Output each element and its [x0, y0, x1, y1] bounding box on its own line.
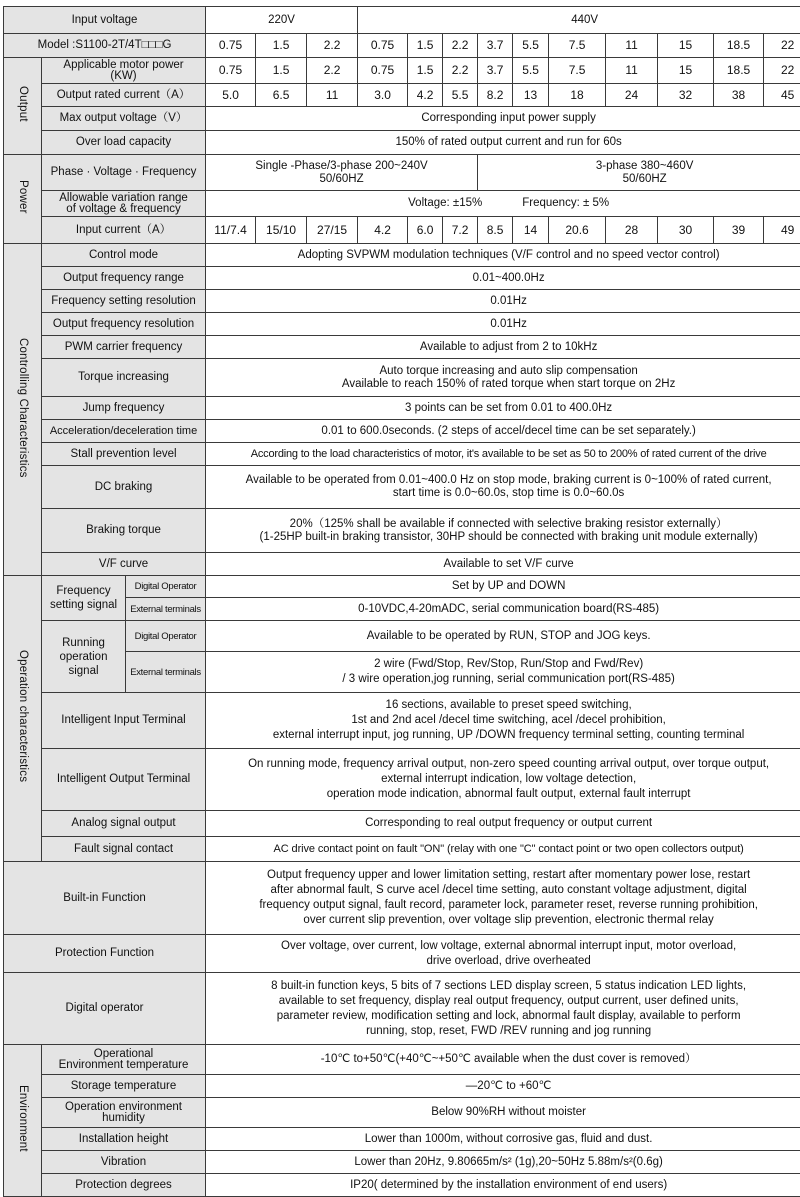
digital-operator-label: Digital operator [4, 973, 206, 1045]
input-current-cell: 15/10 [256, 217, 307, 244]
model-row [4, 34, 800, 58]
power-cell: 1.5 [256, 58, 307, 84]
running-operation-signal-label: Running operation signal [42, 621, 126, 693]
power-cell: 5.5 [513, 58, 549, 84]
freq-digital-value: Set by UP and DOWN [206, 576, 800, 598]
power-cell: 0.75 [206, 58, 256, 84]
frequency-setting-resolution-value: 0.01Hz [206, 290, 800, 313]
braking-torque-row [4, 509, 800, 553]
power-cell: 7.5 [549, 58, 606, 84]
variation-value [206, 191, 800, 217]
power-cell: 11 [606, 58, 658, 84]
input-current-cell: 20.6 [549, 217, 606, 244]
humidity-label: Operation environment humidity [42, 1098, 206, 1128]
storage-temperature-label: Storage temperature [42, 1075, 206, 1098]
analog-output-value: Corresponding to real output frequency or output current [206, 811, 800, 837]
power-cell: 0.75 [358, 58, 408, 84]
current-cell: 45 [764, 84, 800, 107]
voltage-220-header: 220V [206, 7, 358, 34]
model-cell: 15 [658, 34, 714, 58]
jump-frequency-label: Jump frequency [42, 397, 206, 420]
jump-frequency-value: 3 points can be set from 0.01 to 400.0Hz [206, 397, 800, 420]
torque-increasing-value: Auto torque increasing and auto slip compensation Available to reach 150% of rated torque when start torque on 2Hz [206, 359, 800, 397]
installation-height-row [4, 1128, 800, 1151]
input-voltage-label: Input voltage [4, 7, 206, 34]
installation-height-label: Installation height [42, 1128, 206, 1151]
model-cell: 18.5 [714, 34, 764, 58]
fault-contact-value: AC drive contact point on fault "ON" (relay with one "C" contact point or two open collectors output) [206, 837, 800, 862]
protection-degrees-value: IP20( determined by the installation environment of end users) [206, 1174, 800, 1197]
input-current-cell: 6.0 [408, 217, 443, 244]
power-cell: 2.2 [307, 58, 358, 84]
run-digital-row [4, 621, 800, 652]
frequency-setting-signal-label: Frequency setting signal [42, 576, 126, 621]
freq-digital-row [4, 576, 800, 598]
vf-curve-label: V/F curve [42, 553, 206, 576]
output-group-label: Output [4, 58, 42, 155]
power-cell: 18.5 [714, 58, 764, 84]
vf-curve-value: Available to set V/F curve [206, 553, 800, 576]
accel-decel-label: Acceleration/deceleration time [42, 420, 206, 443]
power-cell: 22 [764, 58, 800, 84]
stall-prevention-row [4, 443, 800, 466]
input-current-cell: 7.2 [443, 217, 478, 244]
max-voltage-label: Max output voltage（V） [42, 107, 206, 131]
current-cell: 8.2 [478, 84, 513, 107]
output-frequency-resolution-row [4, 313, 800, 336]
storage-temperature-value: —20℃ to +60℃ [206, 1075, 800, 1098]
spec-table [3, 6, 800, 1197]
vibration-row [4, 1151, 800, 1174]
variation-voltage: Voltage: ±15% [408, 197, 482, 209]
input-current-cell: 49 [764, 217, 800, 244]
vibration-label: Vibration [42, 1151, 206, 1174]
environment-group-label: Environment [4, 1045, 42, 1197]
accel-decel-value: 0.01 to 600.0seconds. (2 steps of accel/decel time can be set separately.) [206, 420, 800, 443]
control-mode-row [4, 244, 800, 267]
model-cell: 1.5 [408, 34, 443, 58]
input-current-cell: 28 [606, 217, 658, 244]
builtin-function-label: Built-in Function [4, 862, 206, 935]
current-cell: 13 [513, 84, 549, 107]
power-cell: 15 [658, 58, 714, 84]
current-cell: 24 [606, 84, 658, 107]
control-mode-value: Adopting SVPWM modulation techniques (V/F control and no speed vector control) [206, 244, 800, 267]
output-frequency-range-label: Output frequency range [42, 267, 206, 290]
torque-increasing-row [4, 359, 800, 397]
frequency-setting-resolution-label: Frequency setting resolution [42, 290, 206, 313]
output-current-label: Output rated current（A） [42, 84, 206, 107]
output-terminal-value: On running mode, frequency arrival output, non-zero speed counting arrival output, over torque output, external interrupt indication, low voltage detection, operation mode indication, abnormal fault output, external fault interrupt [206, 749, 800, 811]
input-voltage-row [4, 7, 800, 34]
motor-power-label: Applicable motor power (KW) [42, 58, 206, 84]
model-cell: 2.2 [307, 34, 358, 58]
model-cell: 7.5 [549, 34, 606, 58]
max-voltage-value: Corresponding input power supply [206, 107, 800, 131]
input-current-cell: 39 [714, 217, 764, 244]
variation-label: Allowable variation range of voltage & frequency [42, 191, 206, 217]
model-label: Model :S1100-2T/4T□□□G [4, 34, 206, 58]
model-cell: 0.75 [358, 34, 408, 58]
current-cell: 6.5 [256, 84, 307, 107]
env-temperature-value: -10℃ to+50℃(+40℃~+50℃ available when the dust cover is removed） [206, 1045, 800, 1075]
current-cell: 3.0 [358, 84, 408, 107]
accel-decel-row [4, 420, 800, 443]
installation-height-value: Lower than 1000m, without corrosive gas, fluid and dust. [206, 1128, 800, 1151]
phase-voltage-frequency-row [4, 155, 800, 191]
input-current-cell: 27/15 [307, 217, 358, 244]
stall-prevention-value: According to the load characteristics of motor, it's available to be set as 50 to 200% of rated current of the drive [206, 443, 800, 466]
input-current-cell: 4.2 [358, 217, 408, 244]
current-cell: 18 [549, 84, 606, 107]
power-group-label: Power [4, 155, 42, 244]
input-terminal-value: 16 sections, available to preset speed switching, 1st and 2nd acel /decel time switching, acel /decel prohibition, external interrupt input, jog running, UP /DOWN frequency terminal setting, counting terminal [206, 693, 800, 749]
dc-braking-value: Available to be operated from 0.01~400.0 Hz on stop mode, braking current is 0~100% of rated current, start time is 0.0~60.0s, stop time is 0.0~60.0s [206, 466, 800, 509]
protection-function-label: Protection Function [4, 935, 206, 973]
braking-torque-label: Braking torque [42, 509, 206, 553]
vf-curve-row [4, 553, 800, 576]
output-frequency-range-value: 0.01~400.0Hz [206, 267, 800, 290]
input-current-cell: 30 [658, 217, 714, 244]
run-external-value: 2 wire (Fwd/Stop, Rev/Stop, Run/Stop and Fwd/Rev) / 3 wire operation,jog running, serial communication port(RS-485) [206, 652, 800, 693]
model-cell: 22 [764, 34, 800, 58]
pwm-carrier-value: Available to adjust from 2 to 10kHz [206, 336, 800, 359]
controlling-group-label: Controlling Characteristics [4, 244, 42, 576]
braking-torque-value: 20%（125% shall be available if connected with selective braking resistor externally） (1-25HP built-in braking transistor, 30HP should be connected with braking unit module externally) [206, 509, 800, 553]
output-frequency-resolution-value: 0.01Hz [206, 313, 800, 336]
frequency-setting-resolution-row [4, 290, 800, 313]
pvf-440-value: 3-phase 380~460V 50/60HZ [478, 155, 800, 191]
analog-output-label: Analog signal output [42, 811, 206, 837]
max-voltage-row [4, 107, 800, 131]
fault-contact-label: Fault signal contact [42, 837, 206, 862]
pwm-carrier-label: PWM carrier frequency [42, 336, 206, 359]
humidity-row [4, 1098, 800, 1128]
motor-power-row [4, 58, 800, 84]
operation-group-label: Operation characteristics [4, 576, 42, 862]
input-current-row [4, 217, 800, 244]
protection-function-value: Over voltage, over current, low voltage, external abnormal interrupt input, motor overload, drive overload, drive overheated [206, 935, 800, 973]
input-terminal-row [4, 693, 800, 749]
output-terminal-row [4, 749, 800, 811]
analog-output-row [4, 811, 800, 837]
model-cell: 2.2 [443, 34, 478, 58]
protection-function-row [4, 935, 800, 973]
torque-increasing-label: Torque increasing [42, 359, 206, 397]
current-cell: 38 [714, 84, 764, 107]
humidity-value: Below 90%RH without moister [206, 1098, 800, 1128]
current-cell: 11 [307, 84, 358, 107]
power-cell: 1.5 [408, 58, 443, 84]
env-temperature-row [4, 1045, 800, 1075]
protection-degrees-label: Protection degrees [42, 1174, 206, 1197]
variation-row [4, 191, 800, 217]
jump-frequency-row [4, 397, 800, 420]
variation-frequency: Frequency: ± 5% [522, 197, 609, 209]
model-cell: 1.5 [256, 34, 307, 58]
input-current-cell: 11/7.4 [206, 217, 256, 244]
dc-braking-label: DC braking [42, 466, 206, 509]
model-cell: 5.5 [513, 34, 549, 58]
output-current-row [4, 84, 800, 107]
overload-row [4, 131, 800, 155]
pvf-label: Phase · Voltage · Frequency [42, 155, 206, 191]
run-digital-operator-label: Digital Operator [126, 621, 206, 652]
overload-label: Over load capacity [42, 131, 206, 155]
digital-operator-row [4, 973, 800, 1045]
pwm-carrier-row [4, 336, 800, 359]
env-temperature-label: Operational Environment temperature [42, 1045, 206, 1075]
model-cell: 11 [606, 34, 658, 58]
current-cell: 5.5 [443, 84, 478, 107]
model-cell: 3.7 [478, 34, 513, 58]
builtin-function-value: Output frequency upper and lower limitation setting, restart after momentary power lose, restart after abnormal fault, S curve acel /decel time setting, auto constant voltage adjustment, digital frequency output signal, fault record, parameter lock, parameter reset, reverse running prohibition, over current slip prevention, over voltage slip prevention, electronic thermal relay [206, 862, 800, 935]
input-current-cell: 8.5 [478, 217, 513, 244]
output-terminal-label: Intelligent Output Terminal [42, 749, 206, 811]
voltage-440-header: 440V [358, 7, 800, 34]
overload-value: 150% of rated output current and run for 60s [206, 131, 800, 155]
control-mode-label: Control mode [42, 244, 206, 267]
freq-digital-operator-label: Digital Operator [126, 576, 206, 598]
input-current-cell: 14 [513, 217, 549, 244]
power-cell: 2.2 [443, 58, 478, 84]
pvf-220-value: Single -Phase/3-phase 200~240V 50/60HZ [206, 155, 478, 191]
storage-temperature-row [4, 1075, 800, 1098]
stall-prevention-label: Stall prevention level [42, 443, 206, 466]
output-frequency-range-row [4, 267, 800, 290]
output-frequency-resolution-label: Output frequency resolution [42, 313, 206, 336]
run-digital-value: Available to be operated by RUN, STOP and JOG keys. [206, 621, 800, 652]
power-cell: 3.7 [478, 58, 513, 84]
dc-braking-row [4, 466, 800, 509]
current-cell: 32 [658, 84, 714, 107]
fault-contact-row [4, 837, 800, 862]
protection-degrees-row [4, 1174, 800, 1197]
freq-external-terminals-label: External terminals [126, 598, 206, 621]
builtin-function-row [4, 862, 800, 935]
input-terminal-label: Intelligent Input Terminal [42, 693, 206, 749]
vibration-value: Lower than 20Hz, 9.80665m/s² (1g),20~50Hz 5.88m/s²(0.6g) [206, 1151, 800, 1174]
current-cell: 4.2 [408, 84, 443, 107]
model-cell: 0.75 [206, 34, 256, 58]
current-cell: 5.0 [206, 84, 256, 107]
input-current-label: Input current（A） [42, 217, 206, 244]
freq-external-value: 0-10VDC,4-20mADC, serial communication board(RS-485) [206, 598, 800, 621]
run-external-terminals-label: External terminals [126, 652, 206, 693]
digital-operator-value: 8 built-in function keys, 5 bits of 7 sections LED display screen, 5 status indication LED lights, available to set frequency, display real output frequency, output current, user defined units, parameter review, modification setting and lock, abnormal fault display, available to perform running, stop, reset, FWD /REV running and jog running [206, 973, 800, 1045]
